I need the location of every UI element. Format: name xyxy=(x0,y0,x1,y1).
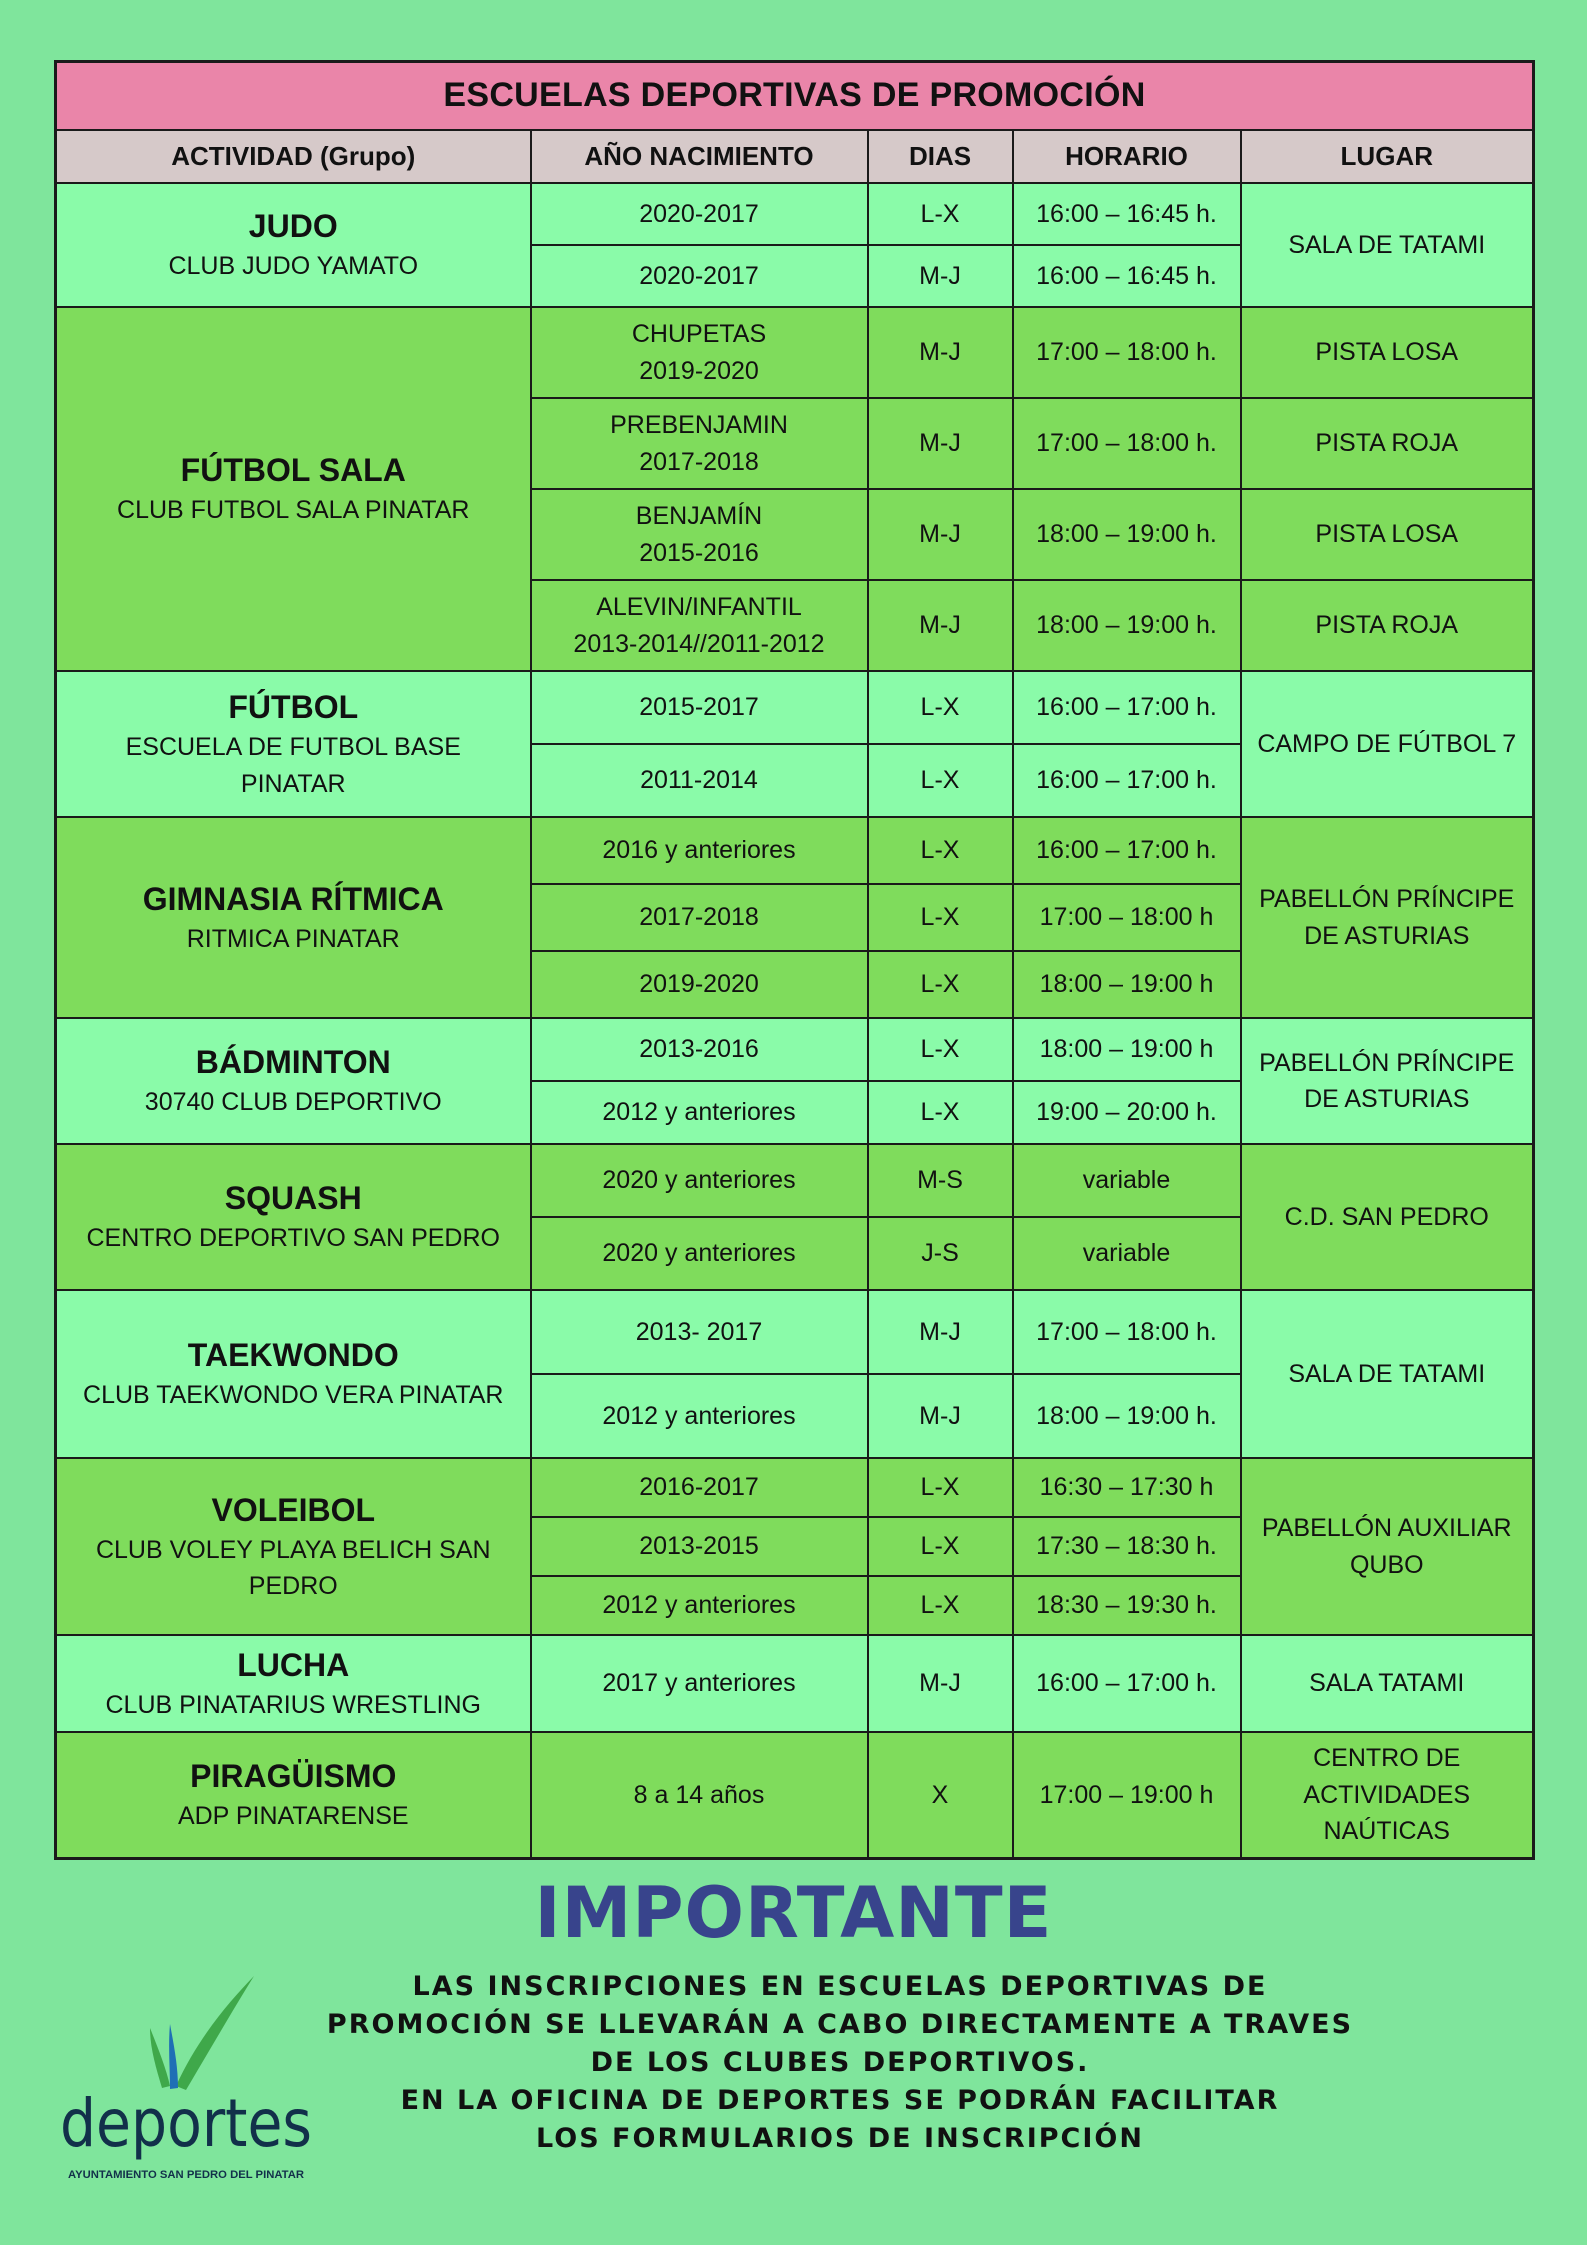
days-cell: L-X xyxy=(868,1081,1013,1144)
place-cell xyxy=(1241,817,1534,1018)
activity-cell xyxy=(56,671,531,817)
important-note xyxy=(290,1968,1390,2158)
days-cell: M-J xyxy=(868,580,1013,671)
activity-club: CLUB PINATARIUS WRESTLING xyxy=(105,1690,481,1719)
place-cell xyxy=(1241,1018,1534,1144)
activity-club: ADP PINATARENSE xyxy=(177,1802,409,1831)
time-cell: 16:00 – 17:00 h. xyxy=(1013,671,1241,744)
place-cell xyxy=(1241,1732,1534,1858)
time-cell: 18:00 – 19:00 h. xyxy=(1013,580,1241,671)
deportes-logo xyxy=(58,1968,318,2188)
days-cell: M-J xyxy=(868,245,1013,307)
time-cell: 16:30 – 17:30 h xyxy=(1013,1458,1241,1517)
birth-year-cell: 2017-2018 xyxy=(531,884,868,951)
days-cell: L-X xyxy=(868,744,1013,817)
place-cell: PISTA LOSA xyxy=(1241,489,1534,580)
activity-club: CLUB VOLEY PLAYA BELICH SAN xyxy=(95,1535,491,1564)
column-header-birth-year: AÑO NACIMIENTO xyxy=(531,130,868,183)
birth-year-cell xyxy=(531,307,868,398)
time-cell: 16:00 – 17:00 h. xyxy=(1013,744,1241,817)
table-row xyxy=(56,671,1534,744)
place-cell: CAMPO DE FÚTBOL 7 xyxy=(1241,671,1534,817)
category-label: ALEVIN/INFANTIL xyxy=(596,593,802,622)
column-header-activity: ACTIVIDAD (Grupo) xyxy=(56,130,531,183)
place-line: PABELLÓN AUXILIAR xyxy=(1261,1514,1512,1543)
logo-green-swoosh-icon xyxy=(176,1976,254,2090)
place-cell: PISTA ROJA xyxy=(1241,398,1534,489)
place-line: ACTIVIDADES xyxy=(1303,1780,1471,1809)
birth-year-cell xyxy=(531,580,868,671)
days-cell: J-S xyxy=(868,1217,1013,1290)
place-line: CENTRO DE xyxy=(1313,1744,1461,1773)
birth-year-cell: 2012 y anteriores xyxy=(531,1081,868,1144)
place-line: PABELLÓN PRÍNCIPE xyxy=(1259,885,1515,914)
birth-year-cell: 2019-2020 xyxy=(531,951,868,1018)
activity-name: SQUASH xyxy=(224,1180,362,1217)
activity-name: FÚTBOL SALA xyxy=(180,452,406,489)
place-cell xyxy=(1241,1458,1534,1635)
days-cell: L-X xyxy=(868,1576,1013,1635)
activity-cell xyxy=(56,1018,531,1144)
column-header-schedule: HORARIO xyxy=(1013,130,1241,183)
activity-name: FÚTBOL xyxy=(228,689,359,726)
days-cell: L-X xyxy=(868,884,1013,951)
birth-year-cell: 2020 y anteriores xyxy=(531,1217,868,1290)
activity-name: PIRAGÜISMO xyxy=(190,1758,397,1795)
place-cell: PISTA LOSA xyxy=(1241,307,1534,398)
activity-club: CLUB TAEKWONDO VERA PINATAR xyxy=(83,1381,504,1410)
place-line: QUBO xyxy=(1349,1550,1424,1579)
birth-year-cell: 2020-2017 xyxy=(531,183,868,245)
activity-cell xyxy=(56,307,531,671)
category-years: 2017-2018 xyxy=(639,447,759,476)
time-cell: 18:00 – 19:00 h xyxy=(1013,951,1241,1018)
birth-year-cell: 2016-2017 xyxy=(531,1458,868,1517)
category-label: CHUPETAS xyxy=(631,320,767,349)
activity-name: VOLEIBOL xyxy=(211,1491,376,1528)
time-cell: 17:00 – 19:00 h xyxy=(1013,1732,1241,1858)
time-cell: variable xyxy=(1013,1217,1241,1290)
activity-name: TAEKWONDO xyxy=(187,1337,399,1374)
birth-year-cell: 2015-2017 xyxy=(531,671,868,744)
activity-name: LUCHA xyxy=(237,1646,350,1683)
activity-club: CLUB JUDO YAMATO xyxy=(168,252,419,281)
table-row xyxy=(56,307,1534,398)
activity-club: CENTRO DEPORTIVO SAN PEDRO xyxy=(86,1224,500,1253)
place-line: DE ASTURIAS xyxy=(1304,1085,1470,1113)
place-line: DE ASTURIAS xyxy=(1304,921,1470,950)
time-cell: 18:00 – 19:00 h xyxy=(1013,1018,1241,1081)
days-cell: M-J xyxy=(868,1374,1013,1458)
table-title: ESCUELAS DEPORTIVAS DE PROMOCIÓN xyxy=(56,62,1534,131)
time-cell: 18:00 – 19:00 h. xyxy=(1013,489,1241,580)
activity-club: CLUB FUTBOL SALA PINATAR xyxy=(117,496,470,525)
place-line: PABELLÓN PRÍNCIPE xyxy=(1259,1048,1515,1077)
place-cell: C.D. SAN PEDRO xyxy=(1241,1144,1534,1290)
time-cell: 16:00 – 16:45 h. xyxy=(1013,245,1241,307)
note-line: PROMOCIÓN SE LLEVARÁN A CABO DIRECTAMENTE A TRAVES xyxy=(326,2009,1354,2040)
category-label: PREBENJAMIN xyxy=(610,411,788,440)
table-row xyxy=(56,1458,1534,1517)
activity-cell xyxy=(56,817,531,1018)
table-row xyxy=(56,817,1534,884)
logo-wordmark: deportes xyxy=(60,2085,312,2162)
birth-year-cell: 2011-2014 xyxy=(531,744,868,817)
days-cell: L-X xyxy=(868,671,1013,744)
place-cell: SALA DE TATAMI xyxy=(1241,183,1534,307)
days-cell: L-X xyxy=(868,183,1013,245)
birth-year-cell: 2013-2015 xyxy=(531,1517,868,1576)
activity-club: 30740 CLUB DEPORTIVO xyxy=(144,1088,442,1117)
activity-name: BÁDMINTON xyxy=(195,1044,391,1081)
logo-small-green-swoosh-icon xyxy=(150,2028,170,2088)
birth-year-cell: 2012 y anteriores xyxy=(531,1576,868,1635)
birth-year-cell: 2020-2017 xyxy=(531,245,868,307)
activity-name: JUDO xyxy=(248,208,338,245)
note-line: LOS FORMULARIOS DE INSCRIPCIÓN xyxy=(536,2123,1144,2154)
note-line: EN LA OFICINA DE DEPORTES SE PODRÁN FACILITAR xyxy=(400,2085,1280,2116)
place-cell: PISTA ROJA xyxy=(1241,580,1534,671)
category-years: 2019-2020 xyxy=(639,356,759,385)
table-row xyxy=(56,1144,1534,1217)
activity-cell xyxy=(56,183,531,307)
table-row xyxy=(56,1635,1534,1732)
birth-year-cell xyxy=(531,398,868,489)
category-years: 2013-2014//2011-2012 xyxy=(573,629,825,658)
activity-cell xyxy=(56,1290,531,1458)
activity-name: GIMNASIA RÍTMICA xyxy=(142,880,444,917)
time-cell: 16:00 – 17:00 h. xyxy=(1013,817,1241,884)
activity-cell xyxy=(56,1732,531,1858)
birth-year-cell xyxy=(531,489,868,580)
category-years: 2015-2016 xyxy=(639,538,759,567)
schedule-table xyxy=(54,60,1535,1860)
activity-club: RITMICA PINATAR xyxy=(186,924,400,953)
birth-year-cell: 2012 y anteriores xyxy=(531,1374,868,1458)
days-cell: M-J xyxy=(868,1290,1013,1374)
important-heading: IMPORTANTE xyxy=(534,1872,1053,1954)
time-cell: 16:00 – 16:45 h. xyxy=(1013,183,1241,245)
category-label: BENJAMÍN xyxy=(635,502,763,531)
days-cell: L-X xyxy=(868,1458,1013,1517)
days-cell: M-S xyxy=(868,1144,1013,1217)
place-cell: SALA DE TATAMI xyxy=(1241,1290,1534,1458)
place-cell: SALA TATAMI xyxy=(1241,1635,1534,1732)
time-cell: 18:30 – 19:30 h. xyxy=(1013,1576,1241,1635)
activity-club-line2: PEDRO xyxy=(248,1572,338,1601)
time-cell: variable xyxy=(1013,1144,1241,1217)
days-cell: M-J xyxy=(868,1635,1013,1732)
time-cell: 17:00 – 18:00 h xyxy=(1013,884,1241,951)
activity-cell xyxy=(56,1635,531,1732)
logo-blue-swoosh-icon xyxy=(169,2024,178,2089)
time-cell: 16:00 – 17:00 h. xyxy=(1013,1635,1241,1732)
days-cell: L-X xyxy=(868,1018,1013,1081)
time-cell: 17:30 – 18:30 h. xyxy=(1013,1517,1241,1576)
activity-cell xyxy=(56,1458,531,1635)
note-line: DE LOS CLUBES DEPORTIVOS. xyxy=(590,2047,1090,2078)
birth-year-cell: 8 a 14 años xyxy=(531,1732,868,1858)
activity-club-line2: PINATAR xyxy=(240,769,346,798)
logo-subtitle: AYUNTAMIENTO SAN PEDRO DEL PINATAR xyxy=(68,2169,305,2181)
time-cell: 18:00 – 19:00 h. xyxy=(1013,1374,1241,1458)
table-row xyxy=(56,183,1534,245)
birth-year-cell: 2016 y anteriores xyxy=(531,817,868,884)
birth-year-cell: 2017 y anteriores xyxy=(531,1635,868,1732)
days-cell: M-J xyxy=(868,307,1013,398)
activity-cell xyxy=(56,1144,531,1290)
birth-year-cell: 2013-2016 xyxy=(531,1018,868,1081)
days-cell: L-X xyxy=(868,1517,1013,1576)
table-row xyxy=(56,1732,1534,1858)
column-header-days: DIAS xyxy=(868,130,1013,183)
birth-year-cell: 2013- 2017 xyxy=(531,1290,868,1374)
days-cell: M-J xyxy=(868,489,1013,580)
time-cell: 17:00 – 18:00 h. xyxy=(1013,1290,1241,1374)
days-cell: L-X xyxy=(868,817,1013,884)
column-header-place: LUGAR xyxy=(1241,130,1534,183)
days-cell: M-J xyxy=(868,398,1013,489)
note-line: LAS INSCRIPCIONES EN ESCUELAS DEPORTIVAS DE xyxy=(412,1971,1268,2002)
days-cell: L-X xyxy=(868,951,1013,1018)
table-row xyxy=(56,1290,1534,1374)
activity-club: ESCUELA DE FUTBOL BASE xyxy=(125,733,461,762)
table-row xyxy=(56,1018,1534,1081)
place-line: NAÚTICAS xyxy=(1323,1816,1450,1845)
time-cell: 17:00 – 18:00 h. xyxy=(1013,307,1241,398)
birth-year-cell: 2020 y anteriores xyxy=(531,1144,868,1217)
time-cell: 17:00 – 18:00 h. xyxy=(1013,398,1241,489)
days-cell: X xyxy=(868,1732,1013,1858)
time-cell: 19:00 – 20:00 h. xyxy=(1013,1081,1241,1144)
